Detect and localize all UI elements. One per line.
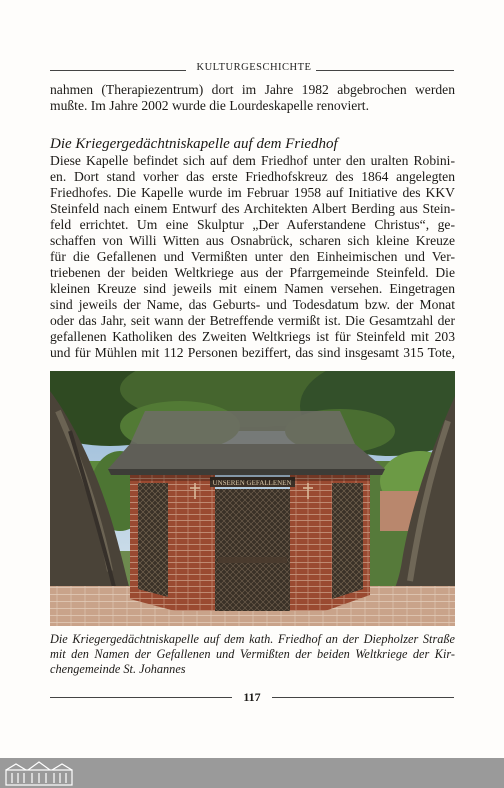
caption-line: Die Kriegergedächtniskapelle auf dem kath. Friedhof an der Diepholzer Straße: [50, 632, 455, 646]
text-line: triebenen der beiden Weltkriege aus der Pfarrgemeinde Steinfeld. Die: [50, 265, 455, 280]
text-line: mußte. Im Jahre 2002 wurde die Lourdeskapelle renoviert.: [50, 98, 369, 113]
text-line: feld errichtet. Um eine Skulptur „Der Auferstandene Christus“, ge-: [50, 217, 455, 232]
photo-caption: [50, 632, 455, 677]
text-line: kleinen Kreuze sind jeweils mit einem Namen versehen. Eingetragen: [50, 281, 455, 296]
section-body: [50, 153, 455, 361]
header-title: KULTURGESCHICHTE: [196, 62, 312, 73]
footer-rule-right: [272, 697, 454, 698]
text-line: oder das Jahr, seit wann der Betreffende vermißt ist. Die Gesamtzahl der: [50, 313, 455, 328]
caption-line: mit den Namen der Gefallenen und Vermißten der beiden Weltkriege der Kir-: [50, 647, 455, 661]
page-number: 117: [243, 690, 261, 704]
text-line: gefallenen Katholiken des Zweiten Weltkriegs ist für Steinfeld mit 203: [50, 329, 455, 344]
caption-line: chengemeinde St. Johannes: [50, 662, 186, 676]
chapel-photo-illustration: [50, 371, 455, 626]
page-footer: [50, 690, 454, 706]
text-line: sind jeweils der Name, das Geburts- und Todesdatum bzw. der Monat: [50, 297, 455, 312]
intro-paragraph: [50, 82, 455, 114]
header-rule-left: [50, 70, 186, 71]
chapel-sign-text: UNSEREN GEFALLENEN: [212, 479, 292, 487]
bottom-bar: [0, 758, 504, 788]
text-line: Friedhofes. Die Kapelle wurde im Februar 1958 auf Initiative des KKV: [50, 185, 455, 200]
text-line: Diese Kapelle befindet sich auf dem Friedhof unter den uralten Robini-: [50, 153, 455, 168]
chapel-photo: [50, 371, 455, 626]
header-rule-right: [316, 70, 454, 71]
section-heading: Die Kriegergedächtniskapelle auf dem Friedhof: [50, 136, 338, 152]
footer-rule-left: [50, 697, 232, 698]
text-line: en. Dort stand vorher das erste Friedhofskreuz des 1864 angelegten: [50, 169, 455, 184]
text-line: schaffen von Willi Witten aus Osnabrück, scharen sich kleine Kreuze: [50, 233, 455, 248]
text-line: für die Gefallenen und Vermißten unter den Einheimischen und Ver-: [50, 249, 455, 264]
building-logo-icon: [4, 760, 74, 786]
text-line: nahmen (Therapiezentrum) dort im Jahre 1982 abgebrochen werden: [50, 82, 455, 97]
running-header: [50, 62, 454, 78]
text-line: und für Mühlen mit 112 Personen beziffert, das sind insgesamt 315 Tote,: [50, 345, 455, 360]
text-line: Steinfeld nach einem Entwurf des Architekten Albert Berding aus Stein-: [50, 201, 455, 216]
